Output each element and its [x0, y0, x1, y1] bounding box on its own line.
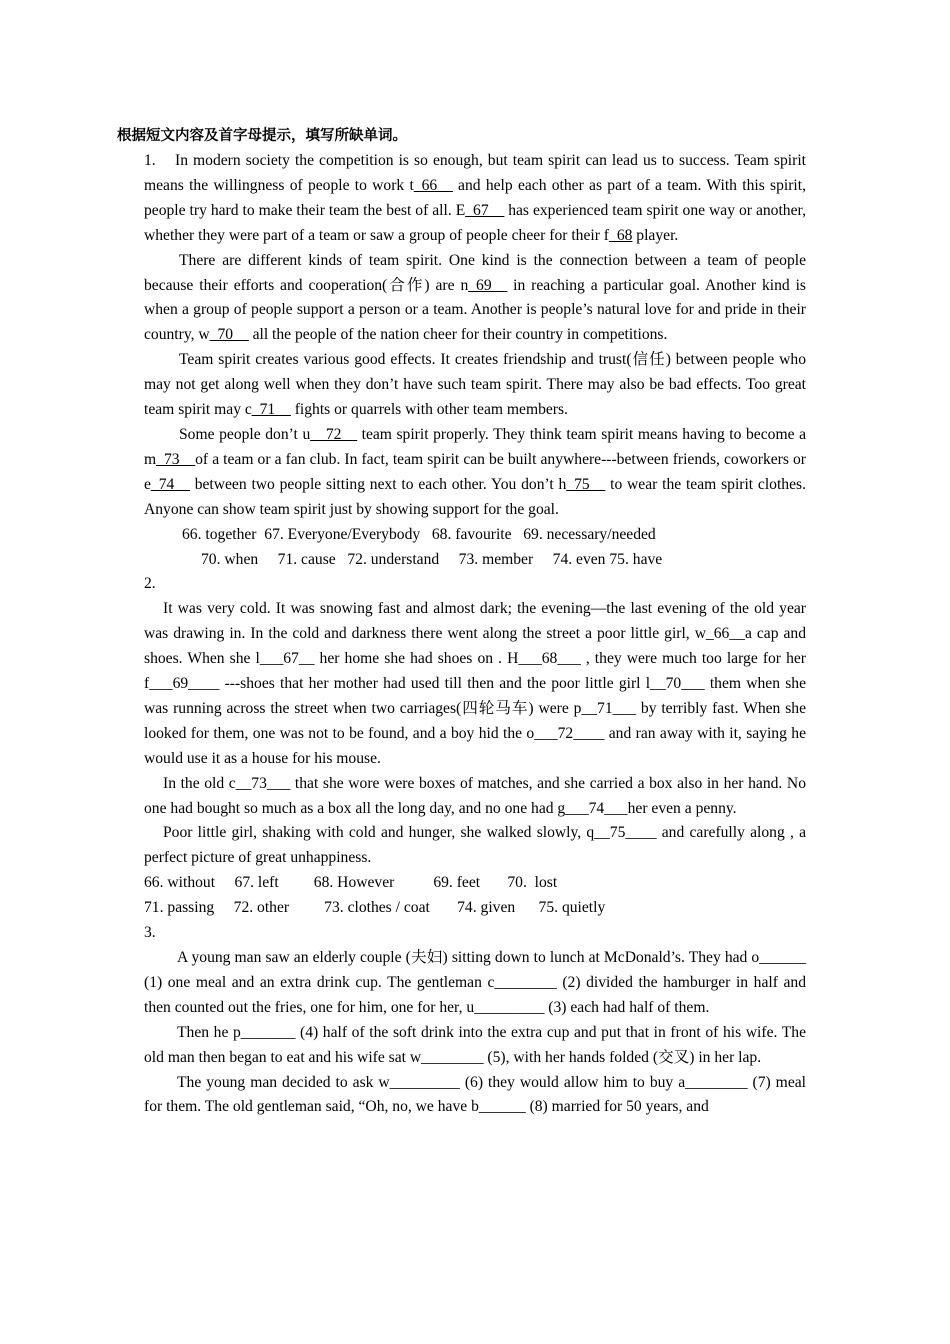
blank-75: _75__	[566, 475, 606, 493]
passage-3-paragraph-1: A young man saw an elderly couple (夫妇) sitting down to lunch at McDonald’s. They had o______ (1) one meal and an extra drink cup. The gentleman c________ (2) divided the hamburger in half and then counted out the fries, one for him, one for her, u_________ (3) each had half of them.	[144, 949, 806, 1016]
blank-69: _69__	[468, 276, 508, 294]
blank-68: _68	[609, 226, 633, 244]
blank-72: __72__	[310, 425, 358, 443]
passage-1-paragraph-1: 1. In modern society the competition is so enough, but team spirit can lead us to success. Team spirit means the willingness of people to work t_66__ and help each other as part of a team. With this spirit, people try hard to make their team the best of all. E_67__ has experienced team spirit one way or another, whether they were part of a team or saw a group of people cheer for their f_68 player.	[144, 149, 806, 249]
passage-1-answers-line-1: 66. together 67. Everyone/Everybody 68. favourite 69. necessary/needed	[182, 525, 656, 543]
passage-1-answers-line-2: 70. when 71. cause 72. understand 73. member 74. even 75. have	[201, 550, 663, 568]
passage-2-number: 2.	[144, 575, 156, 593]
passage-2-answers-line-2: 71. passing 72. other 73. clothes / coat 74. given 75. quietly	[144, 899, 606, 917]
passage-3-paragraph-3: The young man decided to ask w_________ (6) they would allow him to buy a________ (7) meal for them. The old gentleman said, “Oh, no, we have b______ (8) married for 50 years, and	[144, 1073, 806, 1116]
passage-1-paragraph-4: Some people don’t u__72__ team spirit properly. They think team spirit means having to become a m_73__of a team or a fan club. In fact, team spirit can be built anywhere---between friends, coworkers or e_74__ between two people sitting next to each other. You don’t h_75__ to wear the team spirit clothes. Anyone can show team spirit just by showing support for the goal.	[144, 425, 806, 518]
blank-71: _71__	[251, 401, 291, 419]
passage-2-paragraph-3: Poor little girl, shaking with cold and hunger, she walked slowly, q__75____ and carefully along , a perfect picture of great unhappiness.	[144, 824, 806, 867]
passage-3-number: 3.	[144, 924, 156, 942]
passage-3-paragraph-2: Then he p_______ (4) half of the soft drink into the extra cup and put that in front of his wife. The old man then began to eat and his wife sat w________ (5), with her hands folded (交叉) in her lap.	[144, 1023, 806, 1066]
blank-73: _73__	[156, 450, 196, 468]
blank-66: _66__	[413, 176, 453, 194]
worksheet-heading: 根据短文内容及首字母提示，填写所缺单词。	[117, 128, 407, 144]
blank-74: _74__	[150, 475, 190, 493]
passage-2-answers-line-1: 66. without 67. left 68. However 69. feet 70. lost	[144, 874, 558, 892]
passage-2-paragraph-1: It was very cold. It was snowing fast and almost dark; the evening—the last evening of the old year was drawing in. In the cold and darkness there went along the street a poor little girl, w_66__a cap and shoes. When she l___67__ her home she had shoes on . H___68___ , they were much too large for her f___69____ ---shoes that her mother had used till then and the poor little girl l__70___ them when she was running across the street when two carriages(四轮马车) were p__71___ by terribly fast. When she looked for them, one was not to be found, and a boy hid the o___72____ and ran away with it, saying he would use it as a house for his mouse.	[144, 600, 806, 767]
passage-1-paragraph-3: Team spirit creates various good effects. It creates friendship and trust(信任) between people who may not get along well when they don’t have such team spirit. There may also be bad effects. Too great team spirit may c_71__ fights or quarrels with other team members.	[144, 351, 806, 419]
blank-70: _70__	[209, 326, 249, 344]
blank-67: _67__	[465, 201, 505, 219]
passage-1-paragraph-2: There are different kinds of team spirit. One kind is the connection between a team of people because their efforts and cooperation(合作) are n_69__ in reaching a particular goal. Another kind is when a group of people support a person or a team. Another is people’s natural love for and pride in their country, w_70__ all the people of the nation cheer for their country in competitions.	[144, 251, 806, 344]
worksheet-body	[144, 149, 806, 1120]
passage-1-number: 1.	[144, 152, 156, 169]
passage-2-paragraph-2: In the old c__73___ that she wore were boxes of matches, and she carried a box also in her hand. No one had bought so much as a box all the long day, and no one had g___74___her even a penny.	[144, 774, 806, 817]
